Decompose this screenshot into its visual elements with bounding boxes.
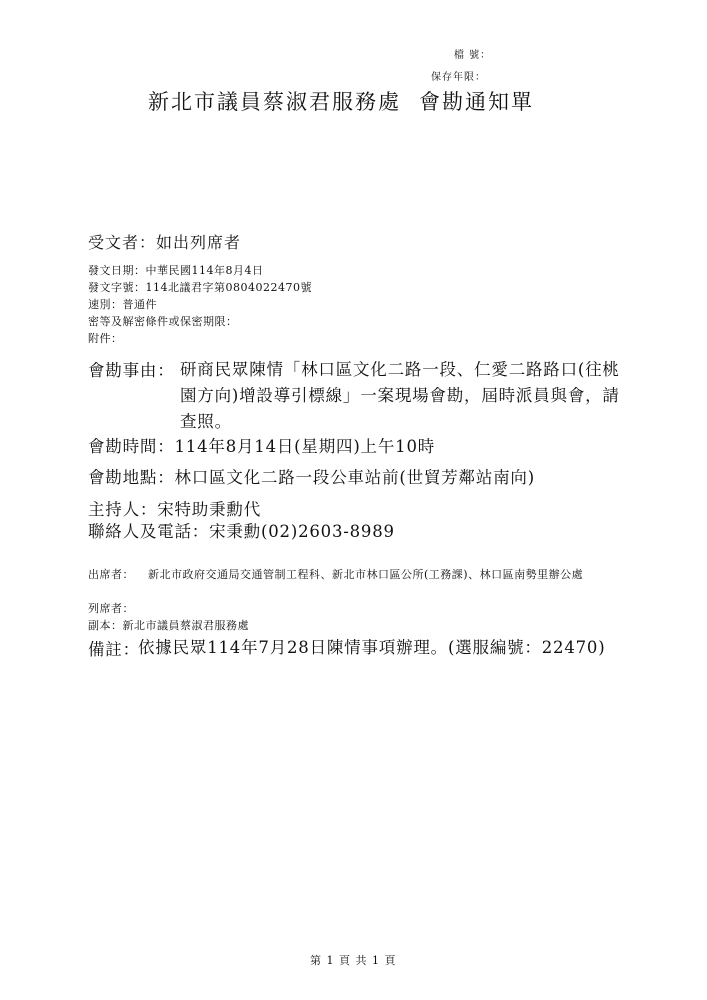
remark-label: 備註： <box>88 640 140 659</box>
inspection-location: 會勘地點：林口區文化二路一段公車站前(世貿芳鄰站南向) <box>88 468 535 487</box>
copy-to-line: 副本：新北市議員蔡淑君服務處 <box>88 619 249 632</box>
delivery-speed: 速別：普通件 <box>88 298 157 311</box>
inspection-subject-label: 會勘事由： <box>88 361 175 380</box>
observers-line: 列席者： <box>88 602 134 615</box>
recipient-line: 受文者：如出列席者 <box>88 233 242 252</box>
issue-date: 發文日期：中華民國114年8月4日 <box>88 264 264 277</box>
security-classification: 密等及解密條件或保密期限： <box>88 315 238 328</box>
attendees-block <box>88 566 648 582</box>
document-title-organization: 新北市議員蔡淑君服務處 <box>148 90 401 114</box>
file-number-label: 檔 號： <box>454 50 492 61</box>
document-number: 發文字號：114北議君字第0804022470號 <box>88 281 312 294</box>
host-line: 主持人：宋特助秉勳代 <box>88 500 261 519</box>
inspection-subject-text: 研商民眾陳情「林口區文化二路一段、仁愛二路路口(往桃園方向)增設導引標線」一案現場會勘，屆時派員與會，請查照。 <box>180 360 620 431</box>
attendees-label: 出席者： <box>88 568 134 581</box>
retention-label: 保存年限： <box>431 72 486 83</box>
page-footer: 第 1 頁 共 1 頁 <box>310 954 397 967</box>
attendees-text: 新北市政府交通局交通管制工程科、新北市林口區公所(工務課)、林口區南勢里辦公處 <box>148 568 584 581</box>
document-title-type: 會勘通知單 <box>419 90 534 114</box>
inspection-time: 會勘時間：114年8月14日(星期四)上午10時 <box>88 437 436 456</box>
remark-block <box>88 636 606 660</box>
remark-text: 依據民眾114年7月28日陳情事項辦理。(選服編號：22470) <box>138 638 606 657</box>
contact-line: 聯絡人及電話：宋秉勳(02)2603-8989 <box>88 522 395 541</box>
attachment-line: 附件： <box>88 332 123 345</box>
